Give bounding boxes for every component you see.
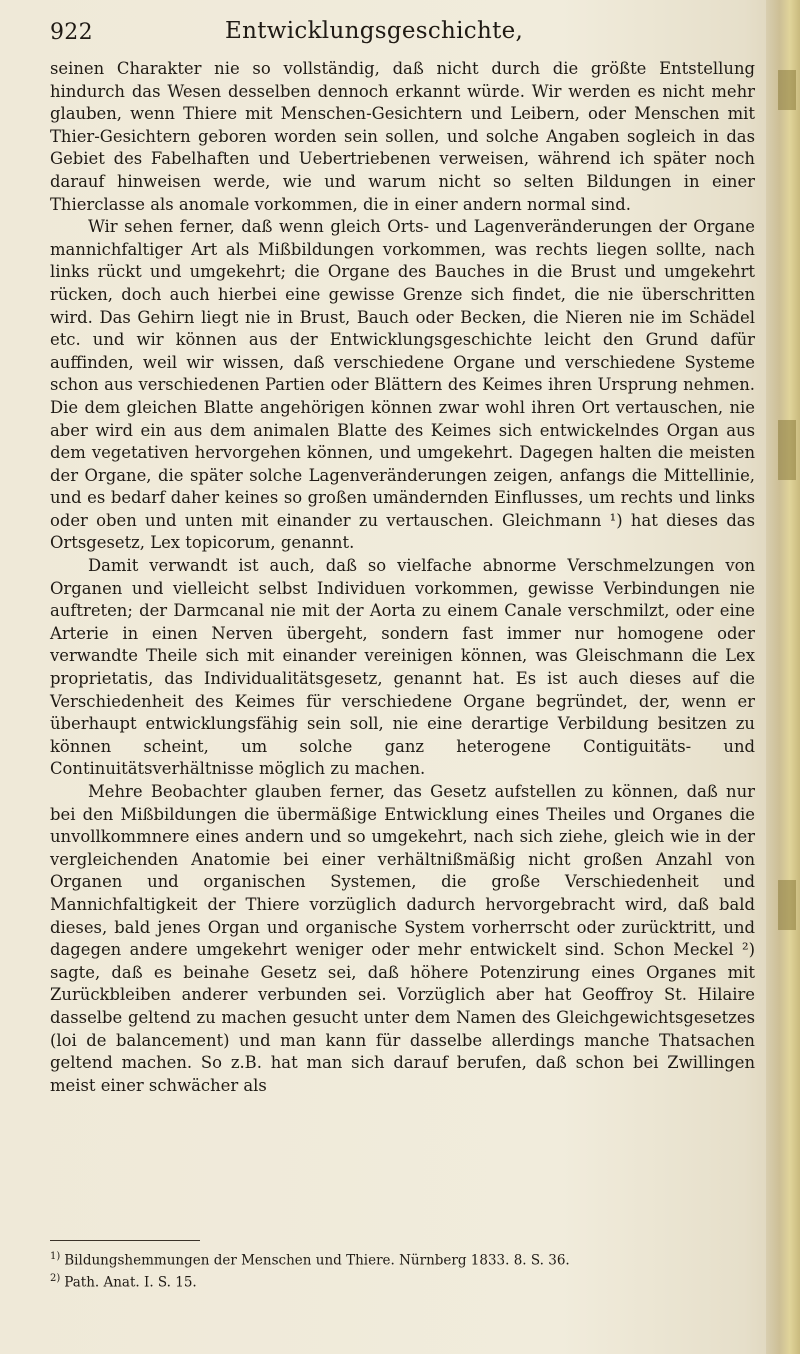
footnote <box>50 1248 755 1270</box>
running-title: Entwicklungsgeschichte, <box>225 18 524 44</box>
edge-stain <box>778 420 796 480</box>
page-header <box>50 18 750 52</box>
body-text <box>50 58 755 1097</box>
footnote-text: Path. Anat. I. S. 15. <box>64 1274 197 1290</box>
footnote-text: Bildungshemmungen der Menschen und Thiere. Nürnberg 1833. 8. S. 36. <box>64 1252 570 1269</box>
paragraph: seinen Charakter nie so vollständig, daß nicht durch die größte Entstellung hindurch das Wesen desselben dennoch erkannt würde. Wir werden es nicht mehr glauben, wenn Thiere mit Menschen-Gesichtern und Leibern, oder Menschen mit Thier-Gesichtern geboren worden sein sollen, und solche Angaben sogleich in das Gebiet des Fabelhaften und Uebertriebenen verweisen, während ich später noch darauf hinweisen werde, wie und warum nicht so selten Bildungen in einer Thierclasse als anomale vorkommen, die in einer andern normal sind. <box>50 59 755 214</box>
edge-stain <box>778 880 796 930</box>
edge-stain <box>778 70 796 110</box>
footnotes <box>50 1248 755 1291</box>
paragraph: Damit verwandt ist auch, daß so vielfache abnorme Verschmelzungen von Organen und vielleicht selbst Individuen vorkommen, gewisse Verbindungen nie auftreten; der Darmcanal nie mit der Aorta zu einem Canale verschmilzt, oder eine Arterie in einen Nerven übergeht, sondern fast immer nur homogene oder verwandte Theile sich mit einander vereinigen können, was Gleischmann die Lex proprietatis, das Individualitätsgesetz, genannt hat. Es ist auch dieses auf die Verschiedenheit des Keimes für verschiedene Organe begründet, der, wenn er überhaupt entwicklungsfähig sein soll, nie eine derartige Verbildung besitzen zu können scheint, um solche ganz heterogene Contiguitäts- und Continuitätsverhältnisse möglich zu machen. <box>50 556 755 779</box>
paragraph: Wir sehen ferner, daß wenn gleich Orts- und Lagenveränderungen der Organe mannichfaltiger Art als Mißbildungen vorkommen, was rechts liegen sollte, nach links rückt und umgekehrt; die Organe des Bauches in die Brust und umgekehrt rücken, doch auch hierbei eine gewisse Grenze sich findet, die nie überschritten wird. Das Gehirn liegt nie in Brust, Bauch oder Becken, die Nieren nie im Schädel etc. und wir können aus der Entwicklungsgeschichte leicht den Grund dafür auffinden, weil wir wissen, daß verschiedene Organe und verschiedene Systeme schon aus verschiedenen Partien oder Blättern des Keimes ihren Ursprung nehmen. Die dem gleichen Blatte angehörigen können zwar wohl ihren Ort vertauschen, nie aber wird ein aus dem animalen Blatte des Keimes sich entwickelndes Organ aus dem vegetativen hervorgehen können, und umgekehrt. Dagegen halten die meisten der Organe, die später solche Lagenveränderungen zeigen, anfangs die Mittellinie, und es bedarf daher keines so großen umändernden Einflusses, um rechts und links oder oben und unten mit einander zu vertauschen. Gleichmann ¹) hat dieses das Ortsgesetz, Lex topicorum, genannt. <box>50 217 755 553</box>
footnote-rule <box>50 1240 200 1241</box>
footnote-mark: 1) <box>50 1251 61 1262</box>
footnote <box>50 1270 755 1292</box>
page-number: 922 <box>50 20 93 45</box>
page-edge <box>766 0 800 1354</box>
paragraph: Mehre Beobachter glauben ferner, das Gesetz aufstellen zu können, daß nur bei den Mißbildungen die übermäßige Entwicklung eines Theiles und Organes die unvollkommnere eines andern und so umgekehrt, nach sich ziehe, gleich wie in der vergleichenden Anatomie bei einer verhältnißmäßig nicht großen Anzahl von Organen und organischen Systemen, die große Verschiedenheit und Mannichfaltigkeit der Thiere vorzüglich dadurch hervorgebracht wird, daß bald dieses, bald jenes Organ und organische System vorherrscht oder zurücktritt, und dagegen andere umgekehrt weniger oder mehr entwickelt sind. Schon Meckel ²) sagte, daß es beinahe Gesetz sei, daß höhere Potenzirung eines Organes mit Zurückbleiben anderer verbunden sei. Vorzüglich aber hat Geoffroy St. Hilaire dasselbe geltend zu machen gesucht unter dem Namen des Gleichgewichtsgesetzes (loi de balancement) und man kann für dasselbe allerdings manche Thatsachen geltend machen. So z.B. hat man sich darauf berufen, daß schon bei Zwillingen meist einer schwächer als <box>50 782 755 1095</box>
footnote-mark: 2) <box>50 1272 61 1284</box>
